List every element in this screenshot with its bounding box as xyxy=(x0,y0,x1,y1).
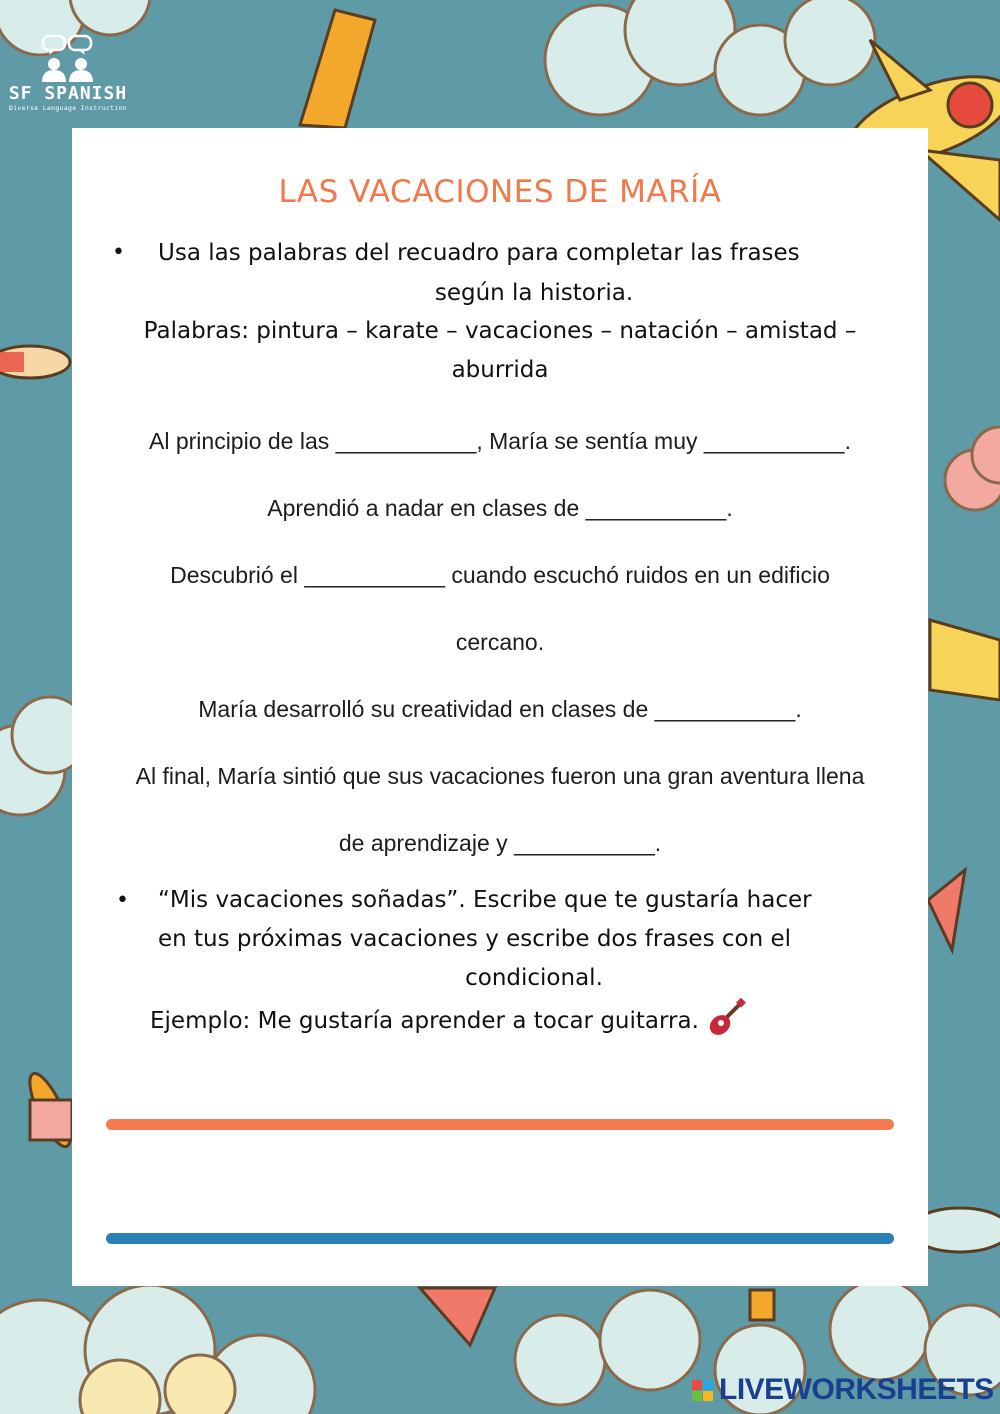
example-sentence xyxy=(150,998,850,1041)
paper-plane-right xyxy=(928,870,965,950)
sentence-4: María desarrolló su creatividad en clases de ___________. xyxy=(198,696,802,722)
cloud-right-pink xyxy=(945,427,1000,510)
sentence-5: Al final, María sintió que sus vacaciones fueron una gran aventura llena xyxy=(135,763,865,789)
instruction-2-line-2: en tus próximas vacaciones y escribe dos frases con el xyxy=(158,926,792,952)
bullet-dot: • xyxy=(112,240,125,265)
logo-name: SF SPANISH xyxy=(8,83,128,104)
instruction-1-line-2: según la historia. xyxy=(434,280,634,306)
sentence-3-continued: cercano. xyxy=(455,629,545,655)
answer-line-1[interactable] xyxy=(106,1119,894,1130)
answer-line-2[interactable] xyxy=(106,1233,894,1244)
propeller-left xyxy=(22,1069,78,1152)
sf-spanish-logo xyxy=(4,34,132,113)
example-text: Ejemplo: Me gustaría aprender a tocar guitarra. xyxy=(150,1008,699,1034)
speech-bubbles-people-icon xyxy=(37,34,99,84)
plane-left-edge xyxy=(0,346,70,378)
sentence-1: Al principio de las ___________, María se sentía muy ___________. xyxy=(149,428,851,454)
plane-top-left xyxy=(300,10,375,128)
guitar-icon xyxy=(706,998,746,1038)
page-title: LAS VACACIONES DE MARÍA xyxy=(278,174,722,210)
word-bank-line-1: Palabras: pintura – karate – vacaciones – natación – amistad – xyxy=(143,318,857,344)
bullet-dot: • xyxy=(116,888,129,913)
cloud-top-center xyxy=(545,0,875,115)
plane-right-edge xyxy=(930,620,1000,700)
instruction-1-line-1: Usa las palabras del recuadro para completar las frases xyxy=(158,240,800,266)
liveworksheets-logo-icon xyxy=(692,1380,713,1401)
instruction-2-line-1: “Mis vacaciones soñadas”. Escribe que te gustaría hacer xyxy=(158,887,812,913)
sentence-3: Descubrió el ___________ cuando escuchó ruidos en un edificio xyxy=(170,562,830,588)
liveworksheets-brand xyxy=(692,1372,994,1408)
worksheet-sheet xyxy=(72,128,928,1286)
word-bank-line-2: aburrida xyxy=(451,357,549,383)
brand-name: LIVEWORKSHEETS xyxy=(719,1373,994,1406)
instruction-2-line-3: condicional. xyxy=(465,965,603,991)
logo-tagline: Diverse Language Instruction xyxy=(9,104,127,112)
sentence-5-continued: de aprendizaje y ___________. xyxy=(338,830,662,856)
sentence-2: Aprendió a nadar en clases de ___________. xyxy=(267,495,733,521)
paper-plane-bottom xyxy=(420,1288,495,1345)
